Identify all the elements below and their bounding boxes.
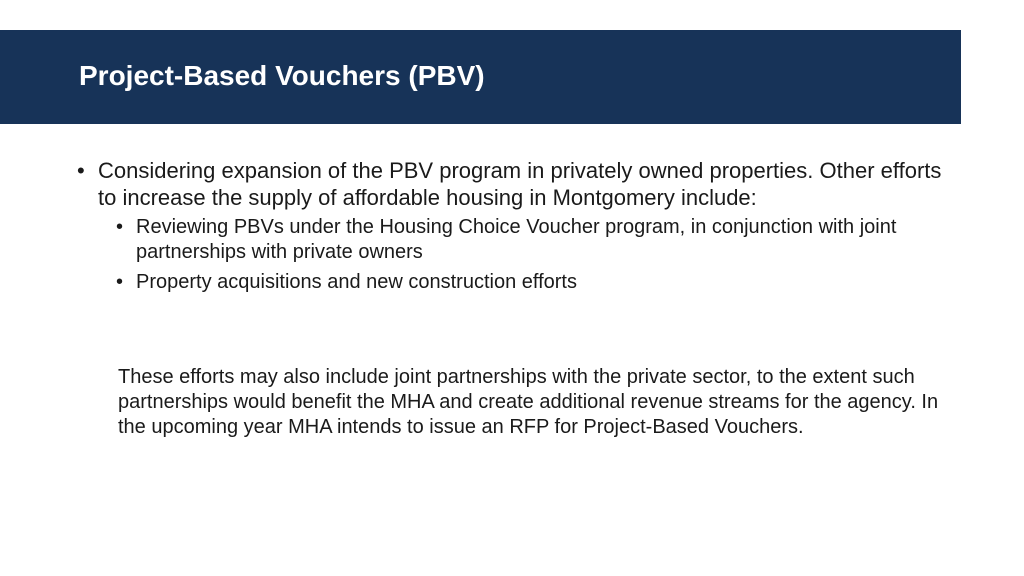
bullet-icon: • (116, 216, 124, 238)
sub-bullet-item (112, 270, 936, 295)
sub-bullet-text: Property acquisitions and new construction efforts (136, 271, 577, 293)
body-paragraph: These efforts may also include joint partnerships with the private sector, to the extent such partnerships would benefit the MHA and create additional revenue streams for the agency. In the upcoming year MHA intends to issue an RFP for Project-Based Vouchers. (118, 366, 939, 438)
bullet-icon: • (116, 271, 124, 293)
bullet-content (74, 157, 954, 300)
sub-bullet-list (74, 215, 954, 295)
bullet-icon: • (77, 158, 85, 183)
sub-bullet-item (112, 215, 936, 265)
slide-title: Project-Based Vouchers (PBV) (79, 60, 485, 91)
sub-bullet-text: Reviewing PBVs under the Housing Choice Voucher program, in conjunction with joint partnerships with private owners (136, 216, 897, 263)
bullet-text: Considering expansion of the PBV program in privately owned properties. Other efforts to increase the supply of affordable housing in Montgomery include: (98, 158, 942, 210)
bullet-item (74, 157, 958, 211)
